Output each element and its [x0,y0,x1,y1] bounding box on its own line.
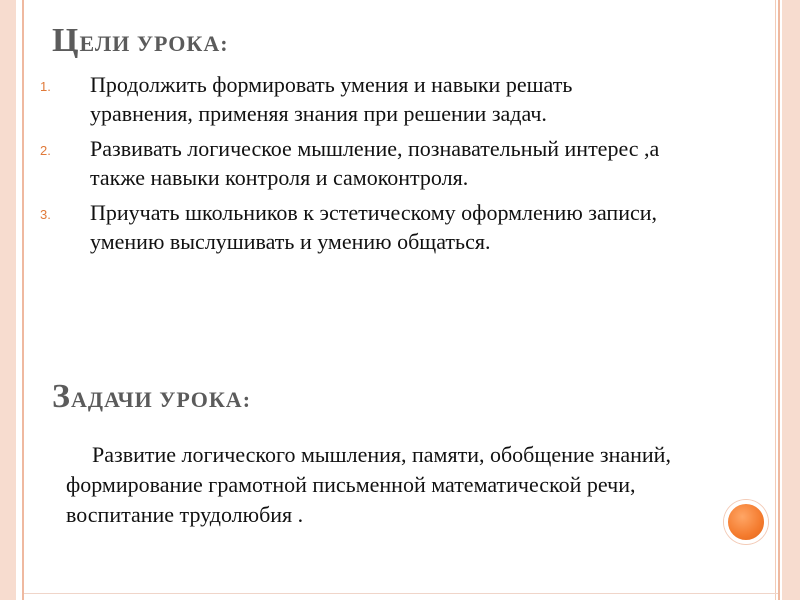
orange-circle-icon [724,500,768,544]
goal-text: Приучать школьников к эстетическому оформлению записи, умению выслушивать и умению общаться. [90,200,658,254]
goals-title-rest: ЕЛИ УРОКА: [79,31,229,56]
right-frame-line-inner [775,0,776,600]
goals-title [52,22,229,60]
goal-number: 3. [40,207,51,222]
goal-number: 1. [40,79,51,94]
goal-number: 2. [40,143,51,158]
goal-item [40,198,680,256]
right-frame-line [778,0,780,600]
left-frame-band [0,0,16,600]
bottom-frame-line [24,593,778,594]
goal-text: Развивать логическое мышление, познавательный интерес ,а также навыки контроля и самоконтроля. [90,136,660,190]
goal-item [40,70,680,128]
left-frame-line [22,0,24,600]
tasks-title [52,378,251,416]
goals-list [40,70,680,262]
goal-item [40,134,680,192]
right-frame-band [782,0,800,600]
tasks-title-first-letter: З [52,378,71,415]
goals-title-first-letter: Ц [52,22,80,59]
tasks-paragraph: Развитие логического мышления, памяти, обобщение знаний, формирование грамотной письменной математической речи, воспитание трудолюбия . [66,442,671,527]
tasks-title-rest: АДАЧИ УРОКА: [70,387,252,412]
goal-text: Продолжить формировать умения и навыки решать уравнения, применяя знания при решении задач. [90,72,573,126]
